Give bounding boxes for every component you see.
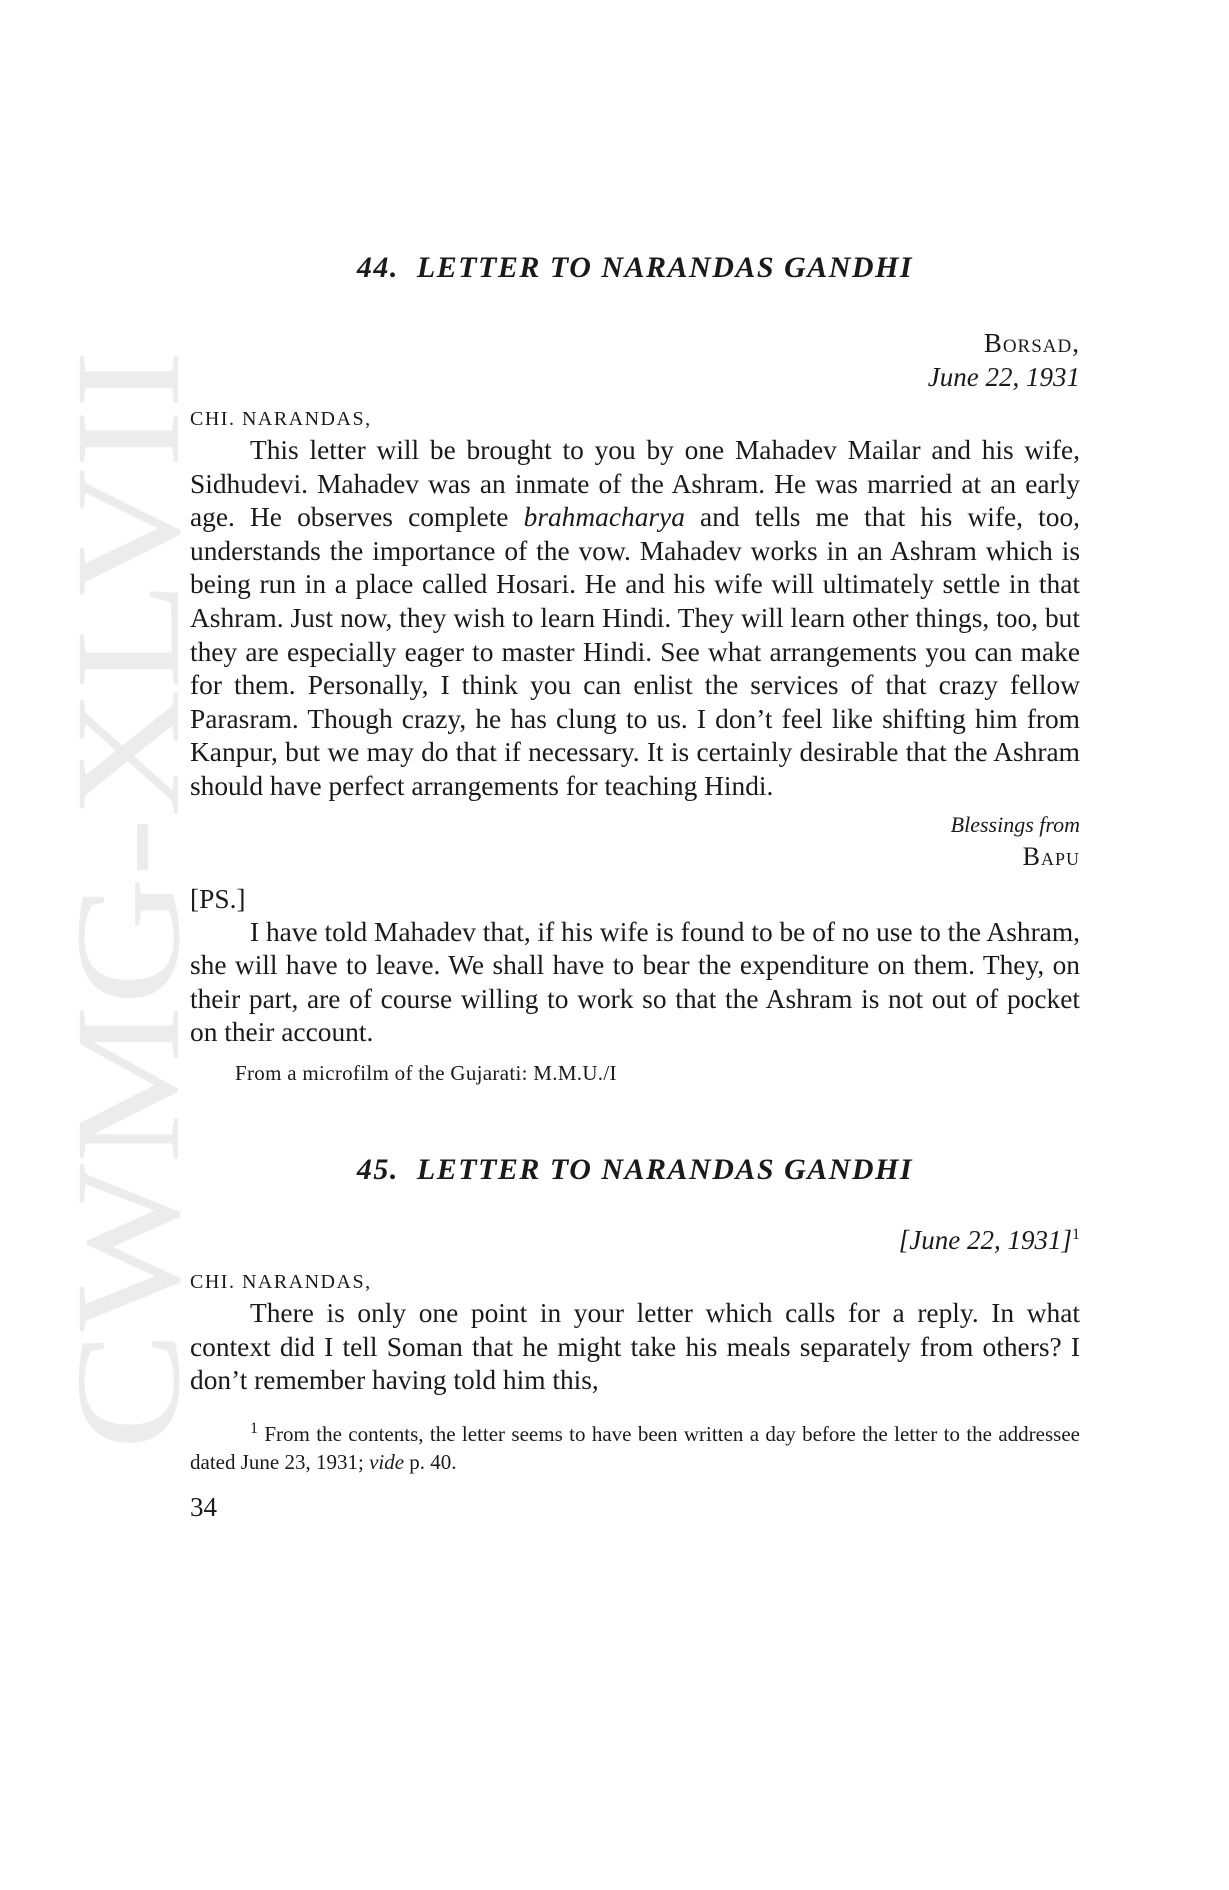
letter-44-body-part2: and tells me that his wife, too, understands the importance of the vow. Mahadev works in an Ashram which is being run in a place called Hosari. He and his wife will ultimately settle in that Ashram. Just now, they wish to learn Hindi. They will learn other things, too, but they are especially eager to master Hindi. See what arrangements you can make for them. Personally, I think you can enlist the services of that crazy fellow Parasram. Though crazy, he has clung to us. I don’t feel like shifting him from Kanpur, but we may do that if necessary. It is certainly desirable that the Ashram should have perfect arrangements for teaching Hindi. bbox=[190, 502, 1080, 801]
letter-45-heading: LETTER TO NARANDAS GANDHI bbox=[416, 1152, 914, 1186]
letter-45-number: 45. bbox=[356, 1152, 399, 1186]
footnote-text-part1: From the contents, the letter seems to have been written a day before the letter to the addressee dated June 23, 1931; bbox=[190, 1421, 1080, 1474]
letter-44-body-italic: brahmacharya bbox=[523, 502, 685, 533]
footnote bbox=[190, 1420, 1080, 1476]
letter-45-body: There is only one point in your letter which calls for a reply. In what context did I tell Soman that he might take his meals separately from others? I don’t remember having told him this, bbox=[190, 1297, 1080, 1396]
watermark-text: CWMG-XLVII bbox=[68, 522, 211, 1450]
letter-44-body bbox=[190, 434, 1080, 804]
letter-44-number: 44. bbox=[356, 251, 399, 284]
letter-44-date: June 22, 1931 bbox=[927, 362, 1080, 392]
letter-45-title bbox=[190, 1152, 1080, 1188]
letter-44-place: Borsad, bbox=[983, 328, 1080, 358]
letter-44-closing: Blessings from bbox=[950, 811, 1080, 837]
footnote-area bbox=[190, 1420, 1080, 1476]
letter-44-salutation: CHI. NARANDAS, bbox=[190, 408, 372, 430]
page-number: 34 bbox=[190, 1491, 217, 1522]
letter-45-salutation: CHI. NARANDAS, bbox=[190, 1270, 372, 1293]
letter-44-body-part1: This letter will be brought to you by one Mahadev Mailar and his wife, Sidhudevi. Mahadev was an inmate of the Ashram. He was married at an early age. He observes complete bbox=[190, 435, 1080, 533]
letter-44-ps-label: [PS.] bbox=[190, 883, 246, 914]
letter-44-title bbox=[190, 250, 1080, 286]
letter-44-source: From a microfilm of the Gujarati: M.M.U./I bbox=[235, 1060, 617, 1085]
letter-45-date: [June 22, 1931] bbox=[898, 1224, 1072, 1255]
letter-44-heading: LETTER TO NARANDAS GANDHI bbox=[416, 251, 914, 284]
document-page bbox=[190, 250, 1080, 1524]
letter-45-date-line bbox=[190, 1218, 1080, 1257]
letter-45-footnote-marker: 1 bbox=[1072, 1225, 1080, 1243]
footnote-text-part2: p. 40. bbox=[404, 1449, 457, 1474]
footnote-marker: 1 bbox=[250, 1419, 258, 1437]
letter-44-ps-text: I have told Mahadev that, if his wife is found to be of no use to the Ashram, she will have to leave. We shall have to bear the expenditure on them. They, on their part, are of course willing to work so that the Ashram is not out of pocket on their account. bbox=[190, 916, 1080, 1048]
letter-44-signature: Bapu bbox=[1022, 841, 1080, 871]
footnote-text-italic: vide bbox=[369, 1449, 405, 1474]
